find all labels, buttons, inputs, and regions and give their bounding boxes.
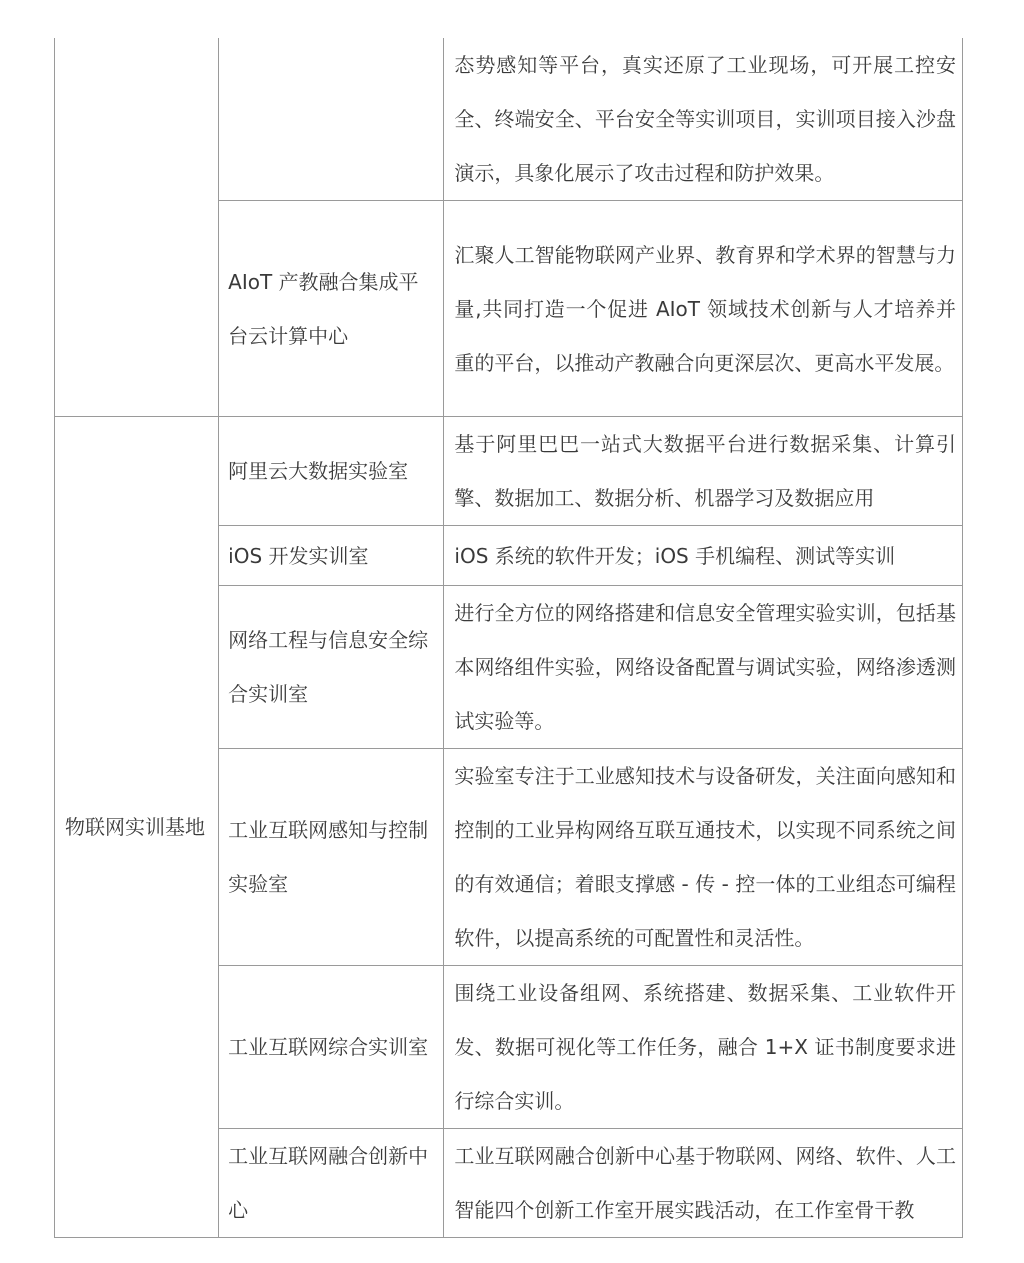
lab-description-cell: iOS 系统的软件开发；iOS 手机编程、测试等实训 <box>444 526 963 586</box>
lab-description-cell: 进行全方位的网络搭建和信息安全管理实验实训，包括基本网络组件实验，网络设备配置与调试实验，网络渗透测试实验等。 <box>444 586 963 749</box>
category-cell: 物联网实训基地 <box>55 417 219 1238</box>
lab-name-cell: 阿里云大数据实验室 <box>219 417 444 526</box>
lab-name-cell: AIoT 产教融合集成平台云计算中心 <box>219 201 444 417</box>
lab-description-cell: 汇聚人工智能物联网产业界、教育界和学术界的智慧与力量,共同打造一个促进 AIoT 领域技术创新与人才培养并重的平台，以推动产教融合向更深层次、更高水平发展。 <box>444 201 963 417</box>
lab-name-cell: iOS 开发实训室 <box>219 526 444 586</box>
table-row <box>55 417 963 526</box>
labs-table <box>54 38 963 1238</box>
lab-description-cell: 实验室专注于工业感知技术与设备研发，关注面向感知和控制的工业异构网络互联互通技术，以实现不同系统之间的有效通信；着眼支撑感 - 传 - 控一体的工业组态可编程软件，以提高系统的可配置性和灵活性。 <box>444 749 963 966</box>
lab-description-cell: 基于阿里巴巴一站式大数据平台进行数据采集、计算引擎、数据加工、数据分析、机器学习及数据应用 <box>444 417 963 526</box>
lab-name-cell: 网络工程与信息安全综合实训室 <box>219 586 444 749</box>
lab-name-cell <box>219 38 444 201</box>
table-row <box>55 38 963 201</box>
lab-name-cell: 工业互联网综合实训室 <box>219 966 444 1129</box>
lab-description-cell: 工业互联网融合创新中心基于物联网、网络、软件、人工智能四个创新工作室开展实践活动，在工作室骨干教 <box>444 1129 963 1238</box>
category-cell <box>55 38 219 417</box>
lab-description-cell: 围绕工业设备组网、系统搭建、数据采集、工业软件开发、数据可视化等工作任务，融合 1+X 证书制度要求进行综合实训。 <box>444 966 963 1129</box>
lab-name-cell: 工业互联网融合创新中心 <box>219 1129 444 1238</box>
lab-description-cell: 态势感知等平台，真实还原了工业现场，可开展工控安全、终端安全、平台安全等实训项目，实训项目接入沙盘演示，具象化展示了攻击过程和防护效果。 <box>444 38 963 201</box>
lab-name-cell: 工业互联网感知与控制实验室 <box>219 749 444 966</box>
